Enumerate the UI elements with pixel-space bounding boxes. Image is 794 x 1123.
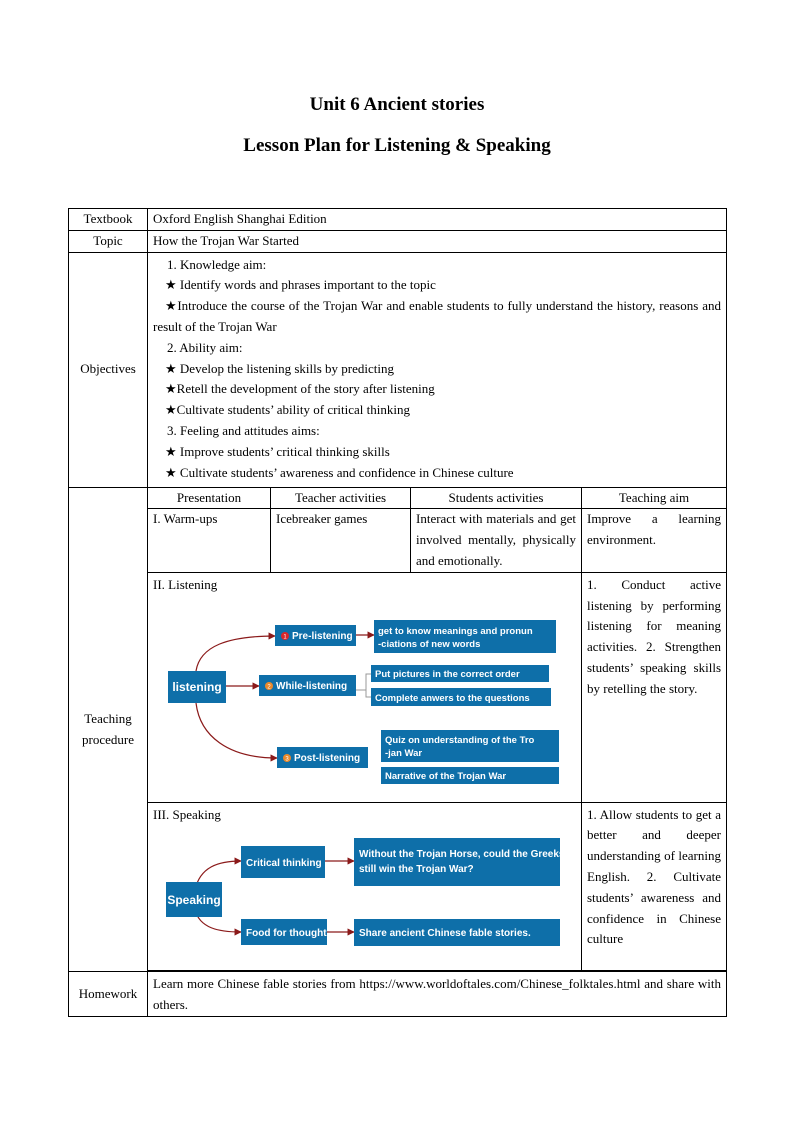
- listening-title: II. Listening: [153, 576, 218, 592]
- homework-row: [69, 972, 727, 1017]
- post-task-1b: -jan War: [385, 747, 423, 759]
- ability-aim-title: 2. Ability aim:: [167, 339, 243, 355]
- header-teaching-aim: Teaching aim: [582, 487, 727, 509]
- lesson-plan-table: [68, 208, 727, 1017]
- while-badge-number: 2: [267, 684, 271, 691]
- procedure-header-row: [69, 487, 727, 509]
- textbook-label: Textbook: [69, 209, 148, 231]
- food-for-thought-label: Food for thought: [246, 928, 327, 940]
- speaking-aim: 1. Allow students to get a better and deeper understanding of learning English. 2. Cultivate students’ awareness and confidence in Chinese culture: [582, 802, 727, 971]
- speaking-diagram: [148, 825, 581, 970]
- header-teacher-activities: Teacher activities: [271, 487, 411, 509]
- objectives-label: Objectives: [69, 252, 148, 487]
- textbook-row: [69, 209, 727, 231]
- post-task-2: Narrative of the Trojan War: [385, 770, 507, 782]
- speaking-root-label: Speaking: [167, 893, 221, 908]
- speaking-row: [69, 802, 727, 971]
- knowledge-aim-title: 1. Knowledge aim:: [167, 256, 267, 272]
- ability-aim-item: ★ Develop the listening skills by predicting: [165, 360, 395, 376]
- topic-label: Topic: [69, 230, 148, 252]
- listening-diagram: [148, 596, 581, 802]
- while-task-1: Put pictures in the correct order: [375, 668, 520, 680]
- document-title: Unit 6 Ancient stories: [309, 94, 485, 115]
- listening-root-label: listening: [172, 679, 222, 694]
- post-task-1a: Quiz on understanding of the Tro: [385, 734, 535, 746]
- feeling-aim-title: 3. Feeling and attitudes aims:: [167, 422, 320, 438]
- textbook-value: Oxford English Shanghai Edition: [148, 209, 727, 231]
- homework-label: Homework: [69, 972, 148, 1017]
- teaching-procedure-label: Teaching procedure: [69, 487, 148, 972]
- document-subtitle: Lesson Plan for Listening & Speaking: [243, 135, 551, 156]
- topic-value: How the Trojan War Started: [148, 230, 727, 252]
- objectives-content: [148, 252, 727, 487]
- share-label: Share ancient Chinese fable stories.: [359, 928, 531, 940]
- question-line2: still win the Trojan War?: [359, 864, 474, 876]
- ability-aim-item: ★Retell the development of the story after listening: [165, 381, 435, 397]
- critical-thinking-label: Critical thinking: [246, 858, 322, 870]
- homework-value: Learn more Chinese fable stories from https://www.worldoftales.com/Chinese_folktales.html and share with others.: [148, 972, 727, 1017]
- speaking-cell: [148, 802, 582, 971]
- listening-cell: [148, 572, 582, 802]
- ability-aim-item: ★Cultivate students’ ability of critical thinking: [165, 402, 411, 418]
- pre-listening-label: Pre-listening: [292, 630, 353, 642]
- objectives-row: [69, 252, 727, 487]
- warmup-teacher: Icebreaker games: [271, 509, 411, 572]
- question-box: [354, 838, 560, 886]
- warmup-presentation: I. Warm-ups: [148, 509, 271, 572]
- listening-row: [69, 572, 727, 802]
- pre-task-line1: get to know meanings and pronun: [378, 625, 533, 637]
- pre-badge-number: 1: [283, 634, 287, 641]
- while-task-2: Complete anwers to the questions: [375, 692, 530, 704]
- feeling-aim-item: ★ Cultivate students’ awareness and confidence in Chinese culture: [165, 464, 514, 480]
- post-badge-number: 3: [285, 756, 289, 763]
- header-students-activities: Students activities: [411, 487, 582, 509]
- warmup-aim: Improve a learning environment.: [582, 509, 727, 572]
- speaking-title: III. Speaking: [153, 806, 221, 822]
- post-listening-label: Post-listening: [294, 752, 361, 764]
- feeling-aim-item: ★ Improve students’ critical thinking skills: [165, 443, 390, 459]
- listening-aim: 1. Conduct active listening by performing listening for meaning activities. 2. Strengthen students’ speaking skills by retelling the story.: [582, 572, 727, 802]
- header-presentation: Presentation: [148, 487, 271, 509]
- knowledge-aim-item: ★Introduce the course of the Trojan War and enable students to fully understand the history, reasons and result of the Trojan War: [153, 298, 721, 334]
- topic-row: [69, 230, 727, 252]
- arrow-pre: [196, 636, 275, 671]
- bracket-while: [356, 674, 371, 697]
- warmup-row: [69, 509, 727, 572]
- question-line1: Without the Trojan Horse, could the Greeks: [359, 849, 565, 861]
- while-listening-label: While-listening: [276, 680, 348, 692]
- pre-task-line2: -ciations of new words: [378, 638, 481, 650]
- knowledge-aim-item: ★ Identify words and phrases important to the topic: [165, 277, 436, 293]
- arrow-post: [196, 703, 277, 758]
- warmup-students: Interact with materials and get involved mentally, physically and emotionally.: [411, 509, 582, 572]
